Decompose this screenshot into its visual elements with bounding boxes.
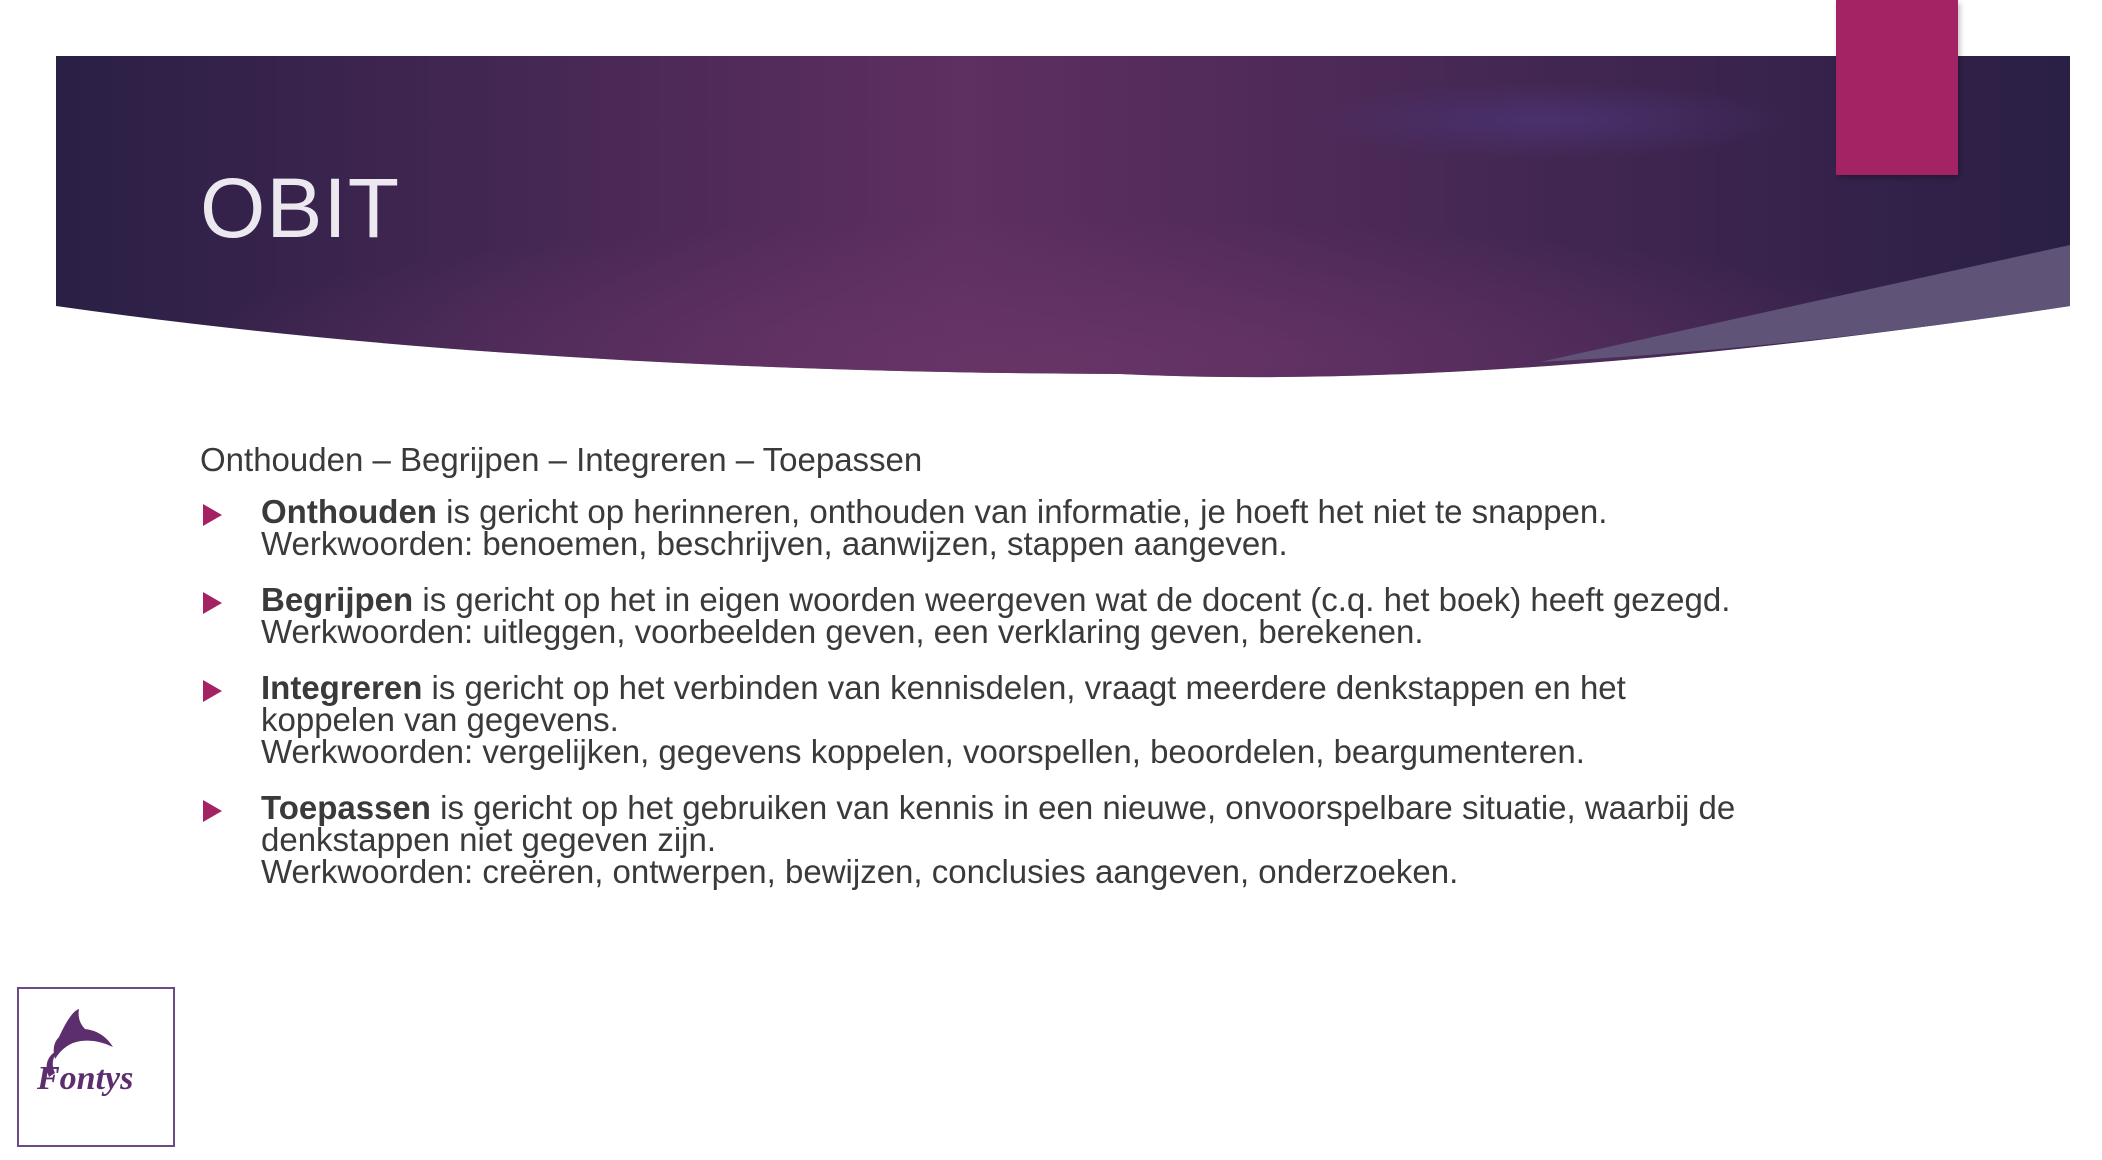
fontys-logo — [17, 987, 175, 1147]
bullet-description: is gericht op het verbinden van kennisdelen, vraagt meerdere denkstappen en het koppelen van gegevens. — [261, 669, 1626, 738]
bullet-term: Toepassen — [261, 789, 431, 826]
triangle-bullet-icon — [203, 800, 222, 822]
slide-title: OBIT — [200, 161, 401, 255]
bullet-text — [261, 789, 1760, 858]
triangle-bullet-icon — [203, 680, 222, 702]
bullet-term: Integreren — [261, 669, 423, 706]
logo-wordmark: Fontys — [37, 1060, 134, 1097]
bullet-item-integreren — [200, 669, 1760, 770]
triangle-bullet-icon — [203, 504, 222, 526]
bullet-description: is gericht op herinneren, onthouden van informatie, je hoeft het niet te snappen. — [436, 493, 1608, 530]
bullet-item-begrijpen — [200, 581, 1760, 650]
bullet-item-onthouden — [200, 493, 1760, 562]
triangle-bullet-icon — [203, 592, 222, 614]
fontys-logo-icon — [19, 989, 173, 1145]
bullet-term: Onthouden — [261, 493, 437, 530]
slide-subtitle: Onthouden – Begrijpen – Integreren – Toepassen — [200, 441, 923, 478]
slide-content — [200, 440, 1760, 912]
bullet-text — [261, 493, 1760, 530]
accent-tab — [1836, 0, 1958, 175]
bullet-description: is gericht op het gebruiken van kennis in een nieuwe, onvoorspelbare situatie, waarbij de denkstappen niet gegeven zijn. — [261, 789, 1736, 858]
bullet-description: is gericht op het in eigen woorden weergeven wat de docent (c.q. het boek) heeft gezegd. — [413, 581, 1731, 618]
bullet-verbs: Werkwoorden: uitleggen, voorbeelden geven, een verklaring geven, berekenen. — [261, 613, 1424, 650]
bullet-term: Begrijpen — [261, 581, 414, 618]
bullet-text — [261, 669, 1760, 738]
bullet-verbs: Werkwoorden: benoemen, beschrijven, aanwijzen, stappen aangeven. — [261, 525, 1288, 562]
bullet-item-toepassen — [200, 789, 1760, 890]
bullet-text — [261, 581, 1760, 618]
bullet-verbs: Werkwoorden: vergelijken, gegevens koppelen, voorspellen, beoordelen, beargumenteren. — [261, 733, 1585, 770]
bullet-verbs: Werkwoorden: creëren, ontwerpen, bewijzen, conclusies aangeven, onderzoeken. — [261, 853, 1459, 890]
bullet-list — [200, 493, 1760, 890]
